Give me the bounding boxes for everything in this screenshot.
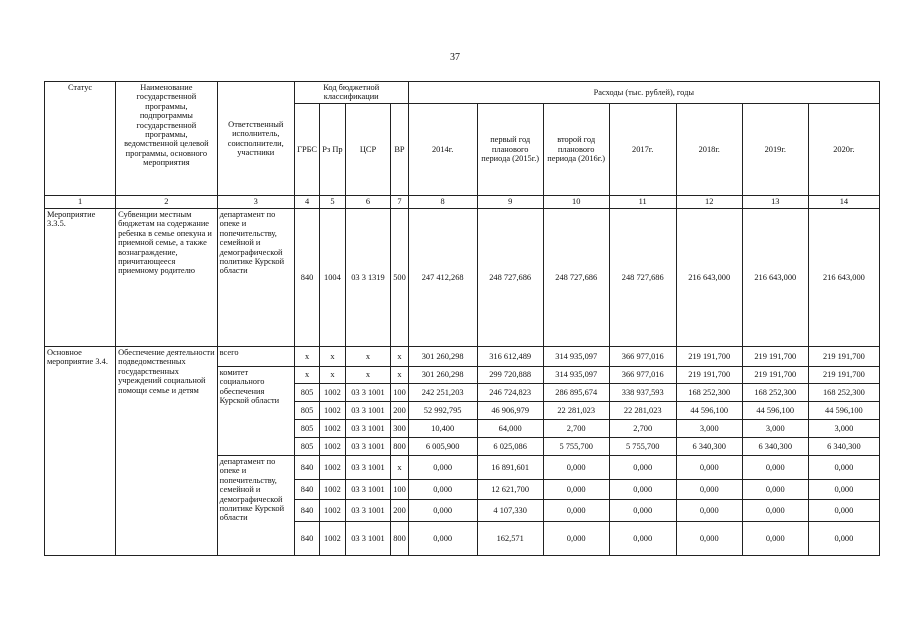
value-cell: 2,700 <box>543 420 609 438</box>
value-cell: 0,000 <box>408 456 477 480</box>
value-cell: 0,000 <box>609 500 676 522</box>
grbs-cell: 840 <box>294 480 319 500</box>
index-cell: 2 <box>116 196 218 209</box>
value-cell: 338 937,593 <box>609 384 676 402</box>
csr-cell: 03 3 1001 <box>345 522 391 556</box>
index-cell: 3 <box>217 196 294 209</box>
vr-cell: 100 <box>391 384 408 402</box>
value-cell: 52 992,795 <box>408 402 477 420</box>
value-cell: 314 935,097 <box>543 347 609 367</box>
value-cell: 301 260,298 <box>408 367 477 384</box>
status-cell: Основное мероприятие 3.4. <box>45 347 116 556</box>
value-cell: 2,700 <box>609 420 676 438</box>
value-cell: 0,000 <box>676 456 742 480</box>
vr-cell: 800 <box>391 438 408 456</box>
csr-cell: 03 3 1001 <box>345 384 391 402</box>
rzpr-cell: x <box>320 347 345 367</box>
value-cell: 0,000 <box>408 480 477 500</box>
value-cell: 0,000 <box>808 500 879 522</box>
header-year-2017: 2017г. <box>609 104 676 196</box>
value-cell: 246 724,823 <box>477 384 543 402</box>
value-cell: 0,000 <box>742 480 808 500</box>
value-cell: 242 251,203 <box>408 384 477 402</box>
csr-cell: 03 3 1001 <box>345 456 391 480</box>
csr-cell: 03 3 1001 <box>345 500 391 522</box>
grbs-cell: 805 <box>294 438 319 456</box>
value-cell: 219 191,700 <box>676 347 742 367</box>
rzpr-cell: x <box>320 367 345 384</box>
header-budget-code: Код бюджетной классификации <box>294 82 408 104</box>
budget-table <box>44 81 880 556</box>
grbs-cell: x <box>294 347 319 367</box>
value-cell: 168 252,300 <box>676 384 742 402</box>
value-cell: 0,000 <box>808 522 879 556</box>
value-cell: 0,000 <box>742 500 808 522</box>
value-cell: 12 621,700 <box>477 480 543 500</box>
value-cell: 216 643,000 <box>676 209 742 347</box>
value-cell: 0,000 <box>676 500 742 522</box>
value-cell: 22 281,023 <box>609 402 676 420</box>
value-cell: 0,000 <box>609 480 676 500</box>
value-cell: 6 340,300 <box>676 438 742 456</box>
value-cell: 22 281,023 <box>543 402 609 420</box>
header-expenses: Расходы (тыс. рублей), годы <box>408 82 879 104</box>
rzpr-cell: 1002 <box>320 456 345 480</box>
header-year-2020: 2020г. <box>808 104 879 196</box>
value-cell: 0,000 <box>676 522 742 556</box>
rzpr-cell: 1002 <box>320 480 345 500</box>
value-cell: 247 412,268 <box>408 209 477 347</box>
rzpr-cell: 1002 <box>320 438 345 456</box>
grbs-cell: 840 <box>294 209 319 347</box>
header-year-2018: 2018г. <box>676 104 742 196</box>
csr-cell: 03 3 1001 <box>345 420 391 438</box>
vr-cell: 200 <box>391 500 408 522</box>
header-year-2016: второй год планового периода (2016г.) <box>543 104 609 196</box>
value-cell: 286 895,674 <box>543 384 609 402</box>
vr-cell: 100 <box>391 480 408 500</box>
header-csr: ЦСР <box>345 104 391 196</box>
index-cell: 10 <box>543 196 609 209</box>
page-number: 37 <box>450 52 460 63</box>
value-cell: 248 727,686 <box>609 209 676 347</box>
index-cell: 8 <box>408 196 477 209</box>
table-row <box>45 347 880 367</box>
value-cell: 0,000 <box>676 480 742 500</box>
value-cell: 0,000 <box>543 522 609 556</box>
value-cell: 5 755,700 <box>609 438 676 456</box>
rzpr-cell: 1002 <box>320 420 345 438</box>
index-cell: 5 <box>320 196 345 209</box>
header-year-2014: 2014г. <box>408 104 477 196</box>
grbs-cell: 840 <box>294 500 319 522</box>
header-rzpr: Рз Пр <box>320 104 345 196</box>
vr-cell: x <box>391 347 408 367</box>
header-year-2015: первый год планового периода (2015г.) <box>477 104 543 196</box>
header-status: Статус <box>45 82 116 196</box>
value-cell: 219 191,700 <box>808 347 879 367</box>
header-row <box>45 82 880 104</box>
value-cell: 0,000 <box>408 500 477 522</box>
value-cell: 299 720,888 <box>477 367 543 384</box>
header-vr: ВР <box>391 104 408 196</box>
table-row <box>45 209 880 347</box>
value-cell: 16 891,601 <box>477 456 543 480</box>
index-cell: 12 <box>676 196 742 209</box>
column-index-row <box>45 196 880 209</box>
index-cell: 7 <box>391 196 408 209</box>
rzpr-cell: 1002 <box>320 500 345 522</box>
value-cell: 6 340,300 <box>742 438 808 456</box>
index-cell: 4 <box>294 196 319 209</box>
value-cell: 3,000 <box>676 420 742 438</box>
rzpr-cell: 1002 <box>320 402 345 420</box>
value-cell: 0,000 <box>808 480 879 500</box>
value-cell: 366 977,016 <box>609 367 676 384</box>
header-program-name: Наименование государственной программы, подпрограммы государственной программы, ведомственной целевой программы, основного мероприятия <box>116 82 218 196</box>
value-cell: 316 612,489 <box>477 347 543 367</box>
value-cell: 219 191,700 <box>742 347 808 367</box>
value-cell: 216 643,000 <box>808 209 879 347</box>
executor-committee-cell: комитет социального обеспечения Курской области <box>217 367 294 456</box>
value-cell: 3,000 <box>742 420 808 438</box>
value-cell: 0,000 <box>609 456 676 480</box>
value-cell: 44 596,100 <box>808 402 879 420</box>
index-cell: 6 <box>345 196 391 209</box>
value-cell: 219 191,700 <box>808 367 879 384</box>
header-year-2019: 2019г. <box>742 104 808 196</box>
value-cell: 219 191,700 <box>742 367 808 384</box>
index-cell: 1 <box>45 196 116 209</box>
value-cell: 44 596,100 <box>742 402 808 420</box>
vr-cell: x <box>391 367 408 384</box>
value-cell: 0,000 <box>543 480 609 500</box>
value-cell: 5 755,700 <box>543 438 609 456</box>
header-grbs: ГРБС <box>294 104 319 196</box>
value-cell: 0,000 <box>543 456 609 480</box>
value-cell: 168 252,300 <box>808 384 879 402</box>
vr-cell: x <box>391 456 408 480</box>
value-cell: 6 025,086 <box>477 438 543 456</box>
value-cell: 64,000 <box>477 420 543 438</box>
csr-cell: 03 3 1001 <box>345 480 391 500</box>
value-cell: 168 252,300 <box>742 384 808 402</box>
value-cell: 10,400 <box>408 420 477 438</box>
name-cell: Субвенции местным бюджетам на содержание ребенка в семье опекуна и приемной семье, а также вознаграждение, причитающееся приемному родителю <box>116 209 218 347</box>
index-cell: 11 <box>609 196 676 209</box>
csr-cell: x <box>345 347 391 367</box>
name-cell: Обеспечение деятельности подведомственных государственных учреждений социальной помощи семье и детям <box>116 347 218 556</box>
value-cell: 46 906,979 <box>477 402 543 420</box>
csr-cell: 03 3 1001 <box>345 402 391 420</box>
executor-total-cell: всего <box>217 347 294 367</box>
index-cell: 13 <box>742 196 808 209</box>
header-executor: Ответственный исполнитель, соисполнители, участники <box>217 82 294 196</box>
executor-department-cell: департамент по опеке и попечительству, семейной и демографической политике Курской области <box>217 456 294 556</box>
vr-cell: 800 <box>391 522 408 556</box>
value-cell: 301 260,298 <box>408 347 477 367</box>
grbs-cell: 805 <box>294 384 319 402</box>
vr-cell: 500 <box>391 209 408 347</box>
value-cell: 314 935,097 <box>543 367 609 384</box>
value-cell: 0,000 <box>408 522 477 556</box>
value-cell: 366 977,016 <box>609 347 676 367</box>
value-cell: 0,000 <box>742 522 808 556</box>
value-cell: 216 643,000 <box>742 209 808 347</box>
value-cell: 0,000 <box>808 456 879 480</box>
grbs-cell: 805 <box>294 402 319 420</box>
value-cell: 162,571 <box>477 522 543 556</box>
value-cell: 0,000 <box>609 522 676 556</box>
csr-cell: 03 3 1001 <box>345 438 391 456</box>
csr-cell: 03 3 1319 <box>345 209 391 347</box>
value-cell: 248 727,686 <box>543 209 609 347</box>
csr-cell: x <box>345 367 391 384</box>
rzpr-cell: 1002 <box>320 522 345 556</box>
grbs-cell: x <box>294 367 319 384</box>
value-cell: 4 107,330 <box>477 500 543 522</box>
value-cell: 3,000 <box>808 420 879 438</box>
rzpr-cell: 1004 <box>320 209 345 347</box>
value-cell: 6 340,300 <box>808 438 879 456</box>
value-cell: 44 596,100 <box>676 402 742 420</box>
grbs-cell: 805 <box>294 420 319 438</box>
grbs-cell: 840 <box>294 522 319 556</box>
vr-cell: 200 <box>391 402 408 420</box>
value-cell: 219 191,700 <box>676 367 742 384</box>
executor-cell: департамент по опеке и попечительству, семейной и демографической политике Курской области <box>217 209 294 347</box>
value-cell: 0,000 <box>543 500 609 522</box>
rzpr-cell: 1002 <box>320 384 345 402</box>
value-cell: 248 727,686 <box>477 209 543 347</box>
vr-cell: 300 <box>391 420 408 438</box>
status-cell: Мероприятие 3.3.5. <box>45 209 116 347</box>
value-cell: 0,000 <box>742 456 808 480</box>
index-cell: 14 <box>808 196 879 209</box>
index-cell: 9 <box>477 196 543 209</box>
value-cell: 6 005,900 <box>408 438 477 456</box>
grbs-cell: 840 <box>294 456 319 480</box>
